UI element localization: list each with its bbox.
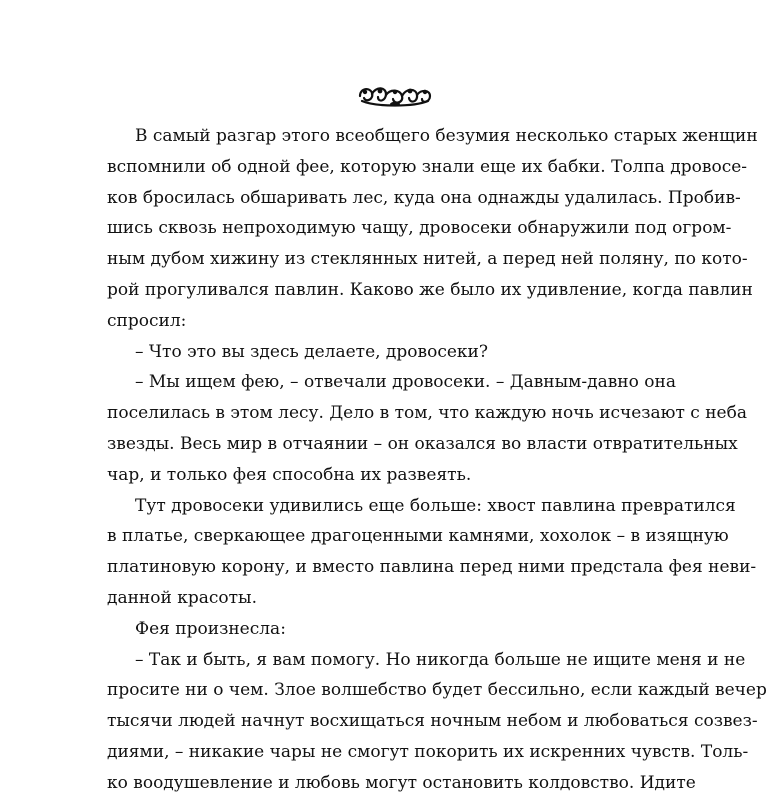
text-line: – Что это вы здесь делаете, дровосеки? [135,341,488,362]
text-line: – Так и быть, я вам помогу. Но никогда больше не ищите меня и не [135,649,746,670]
text-line: рой прогуливался павлин. Каково же было их удивление, когда павлин [107,279,753,300]
paragraph-6 [107,645,767,799]
text-line: спросил: [107,310,187,331]
paragraph-3 [107,367,747,490]
text-line: звезды. Весь мир в отчаянии – он оказался во власти отвратительных [107,433,738,454]
text-line: Фея произнесла: [135,618,286,639]
text-line: в платье, сверкающее драгоценными камнями, хохолок – в изящную [107,526,729,547]
text-line: платиновую корону, и вместо павлина перед ними предстала фея неви- [107,557,757,578]
text-line: поселилась в этом лесу. Дело в том, что каждую ночь исчезают с неба [107,403,747,424]
text-line: вспомнили об одной фее, которую знали еще их бабки. Толпа дровосе- [107,156,748,177]
text-line: просите ни о чем. Злое волшебство будет бессильно, если каждый вечер [107,680,767,701]
text-line: – Мы ищем фею, – отвечали дровосеки. – Давным-давно она [135,372,676,393]
text-line: диями, – никакие чары не смогут покорить их искренних чувств. Толь- [107,741,749,762]
body-text [107,121,767,799]
text-line: ным дубом хижину из стеклянных нитей, а перед ней поляну, по кото- [107,249,748,270]
text-line: В самый разгар этого всеобщего безумия несколько старых женщин [135,126,758,146]
paragraph-2 [107,337,657,368]
text-line: ко воодушевление и любовь могут остановить колдовство. Идите [107,772,696,793]
text-line: чар, и только фея способна их развеять. [107,464,472,485]
text-line: Тут дровосеки удивились еще больше: хвост павлина превратился [135,495,736,516]
text-line: шись сквозь непроходимую чащу, дровосеки обнаружили под огром- [107,218,732,239]
text-line: ков бросилась обшаривать лес, куда она однажды удалилась. Пробив- [107,187,741,208]
text-line: тысячи людей начнут восхищаться ночным небом и любоваться созвез- [107,711,758,732]
floral-ornament-icon [356,81,434,111]
text-line: данной красоты. [107,587,257,608]
paragraph-5 [107,614,657,645]
paragraph-4 [107,491,757,614]
paragraph-1 [107,121,758,337]
